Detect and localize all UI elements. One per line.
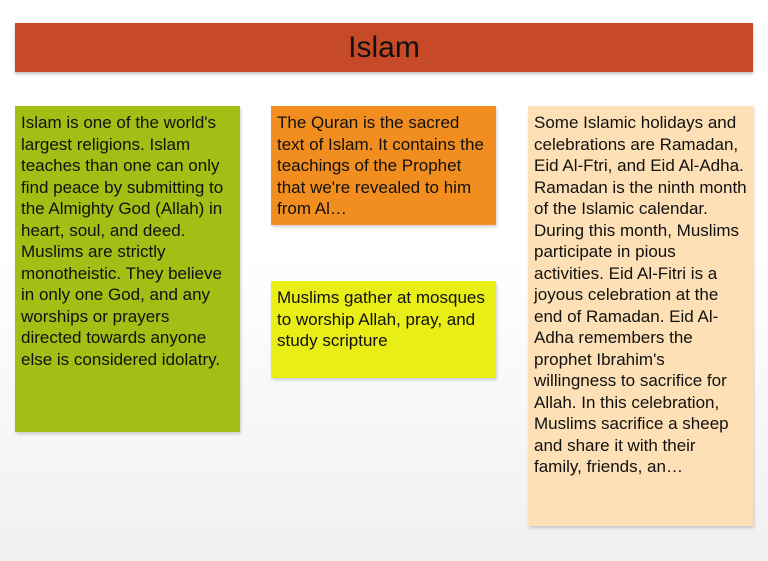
title-bar [15,23,753,72]
sticky-note-mosques[interactable]: Muslims gather at mosques to worship Allah, pray, and study scripture [271,281,496,378]
slide-title: Islam [348,30,420,64]
sticky-note-holidays[interactable]: Some Islamic holidays and celebrations are Ramadan, Eid Al-Ftri, and Eid Al-Adha. Ramadan is the ninth month of the Islamic calendar. During this month, Muslims participate in pious activities. Eid Al-Fitri is a joyous celebration at the end of Ramadan. Eid Al-Adha remembers the prophet Ibrahim's willingness to sacrifice for Allah. In this celebration, Muslims sacrifice a sheep and share it with their family, friends, an… [528,106,753,526]
sticky-note-quran[interactable]: The Quran is the sacred text of Islam. It contains the teachings of the Prophet that we're revealed to him from Al… [271,106,496,225]
sticky-note-islam-overview[interactable]: Islam is one of the world's largest religions. Islam teaches than one can only find peace by submitting to the Almighty God (Allah) in heart, soul, and deed. Muslims are strictly monotheistic. They believe in only one God, and any worships or prayers directed towards anyone else is considered idolatry. [15,106,240,432]
